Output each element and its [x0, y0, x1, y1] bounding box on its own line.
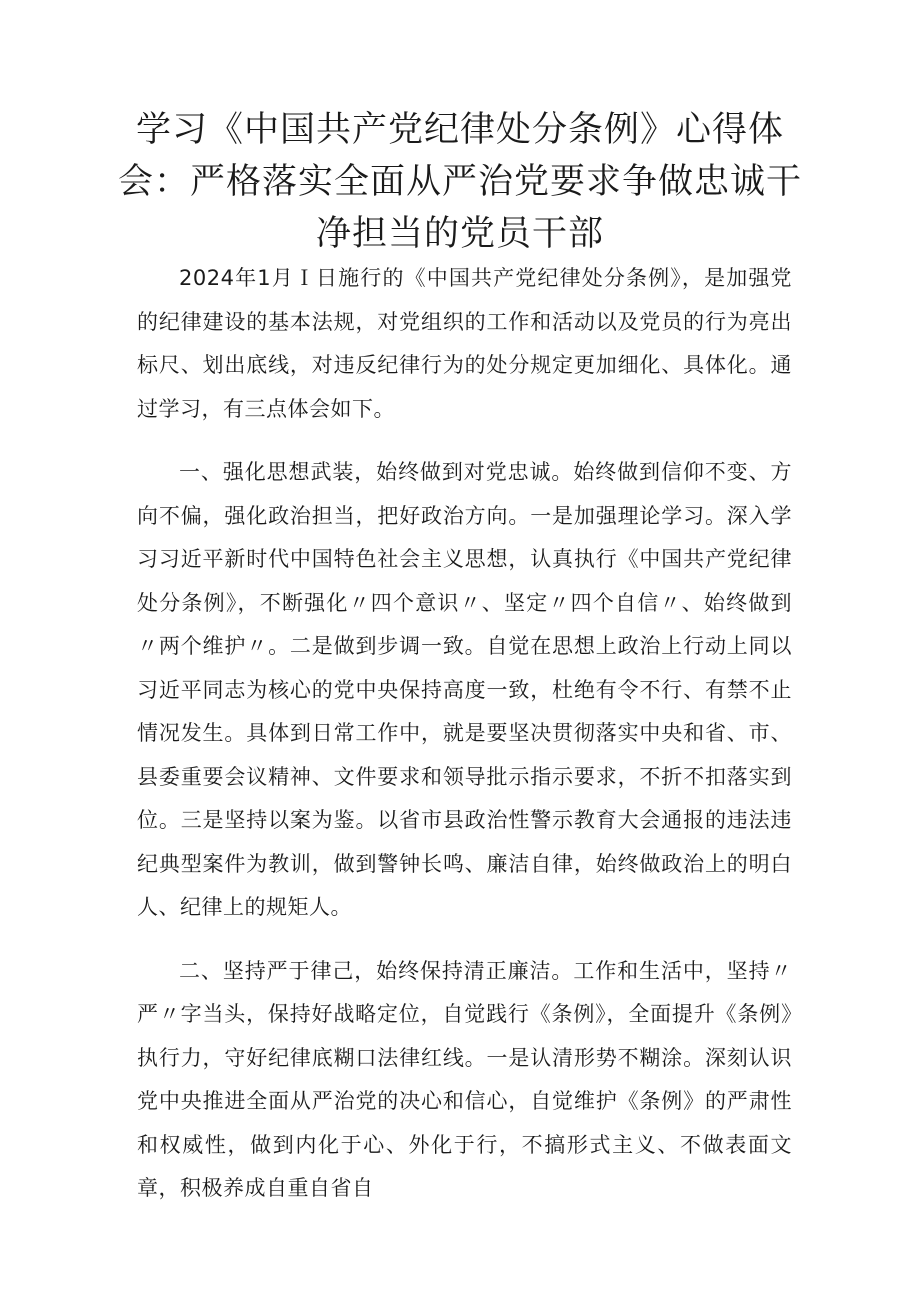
paragraph-section-one: 一、强化思想武装，始终做到对党忠诚。始终做到信仰不变、方向不偏，强化政治担当，把好政治方向。一是加强理论学习。深入学习习近平新时代中国特色社会主义思想，认真执行《中国共产党纪律处分条例》，不断强化〃四个意识〃、坚定〃四个自信〃、始终做到〃两个维护〃。二是做到步调一致。自觉在思想上政治上行动上同以习近平同志为核心的党中央保持高度一致，杜绝有令不行、有禁不止情况发生。具体到日常工作中，就是要坚决贯彻落实中央和省、市、县委重要会议精神、文件要求和领导批示指示要求，不折不扣落实到位。三是坚持以案为鉴。以省市县政治性警示教育大会通报的违法违纪典型案件为教训，做到警钟长鸣、廉洁自律，始终做政治上的明白人、纪律上的规矩人。: [137, 460, 792, 919]
paragraph-intro: 2024年1月Ｉ日施行的《中国共产党纪律处分条例》，是加强党的纪律建设的基本法规，对党组织的工作和活动以及党员的行为亮出标尺、划出底线，对违反纪律行为的处分规定更加细化、具体化。通过学习，有三点体会如下。: [137, 266, 792, 421]
document-title: 学习《中国共产党纪律处分条例》心得体会：严格落实全面从严治党要求争做忠诚干净担当的党员干部: [117, 110, 802, 254]
paragraph-section-two: 二、坚持严于律己，始终保持清正廉洁。工作和生活中，坚持〃严〃字当头，保持好战略定位，自觉践行《条例》，全面提升《条例》执行力，守好纪律底糊口法律红线。一是认清形势不糊涂。深刻认识党中央推进全面从严治党的决心和信心，自觉维护《条例》的严肃性和权威性，做到内化于心、外化于行，不搞形式主义、不做表面文章，积极养成自重自省自: [137, 958, 792, 1200]
document-body: [137, 257, 792, 1231]
